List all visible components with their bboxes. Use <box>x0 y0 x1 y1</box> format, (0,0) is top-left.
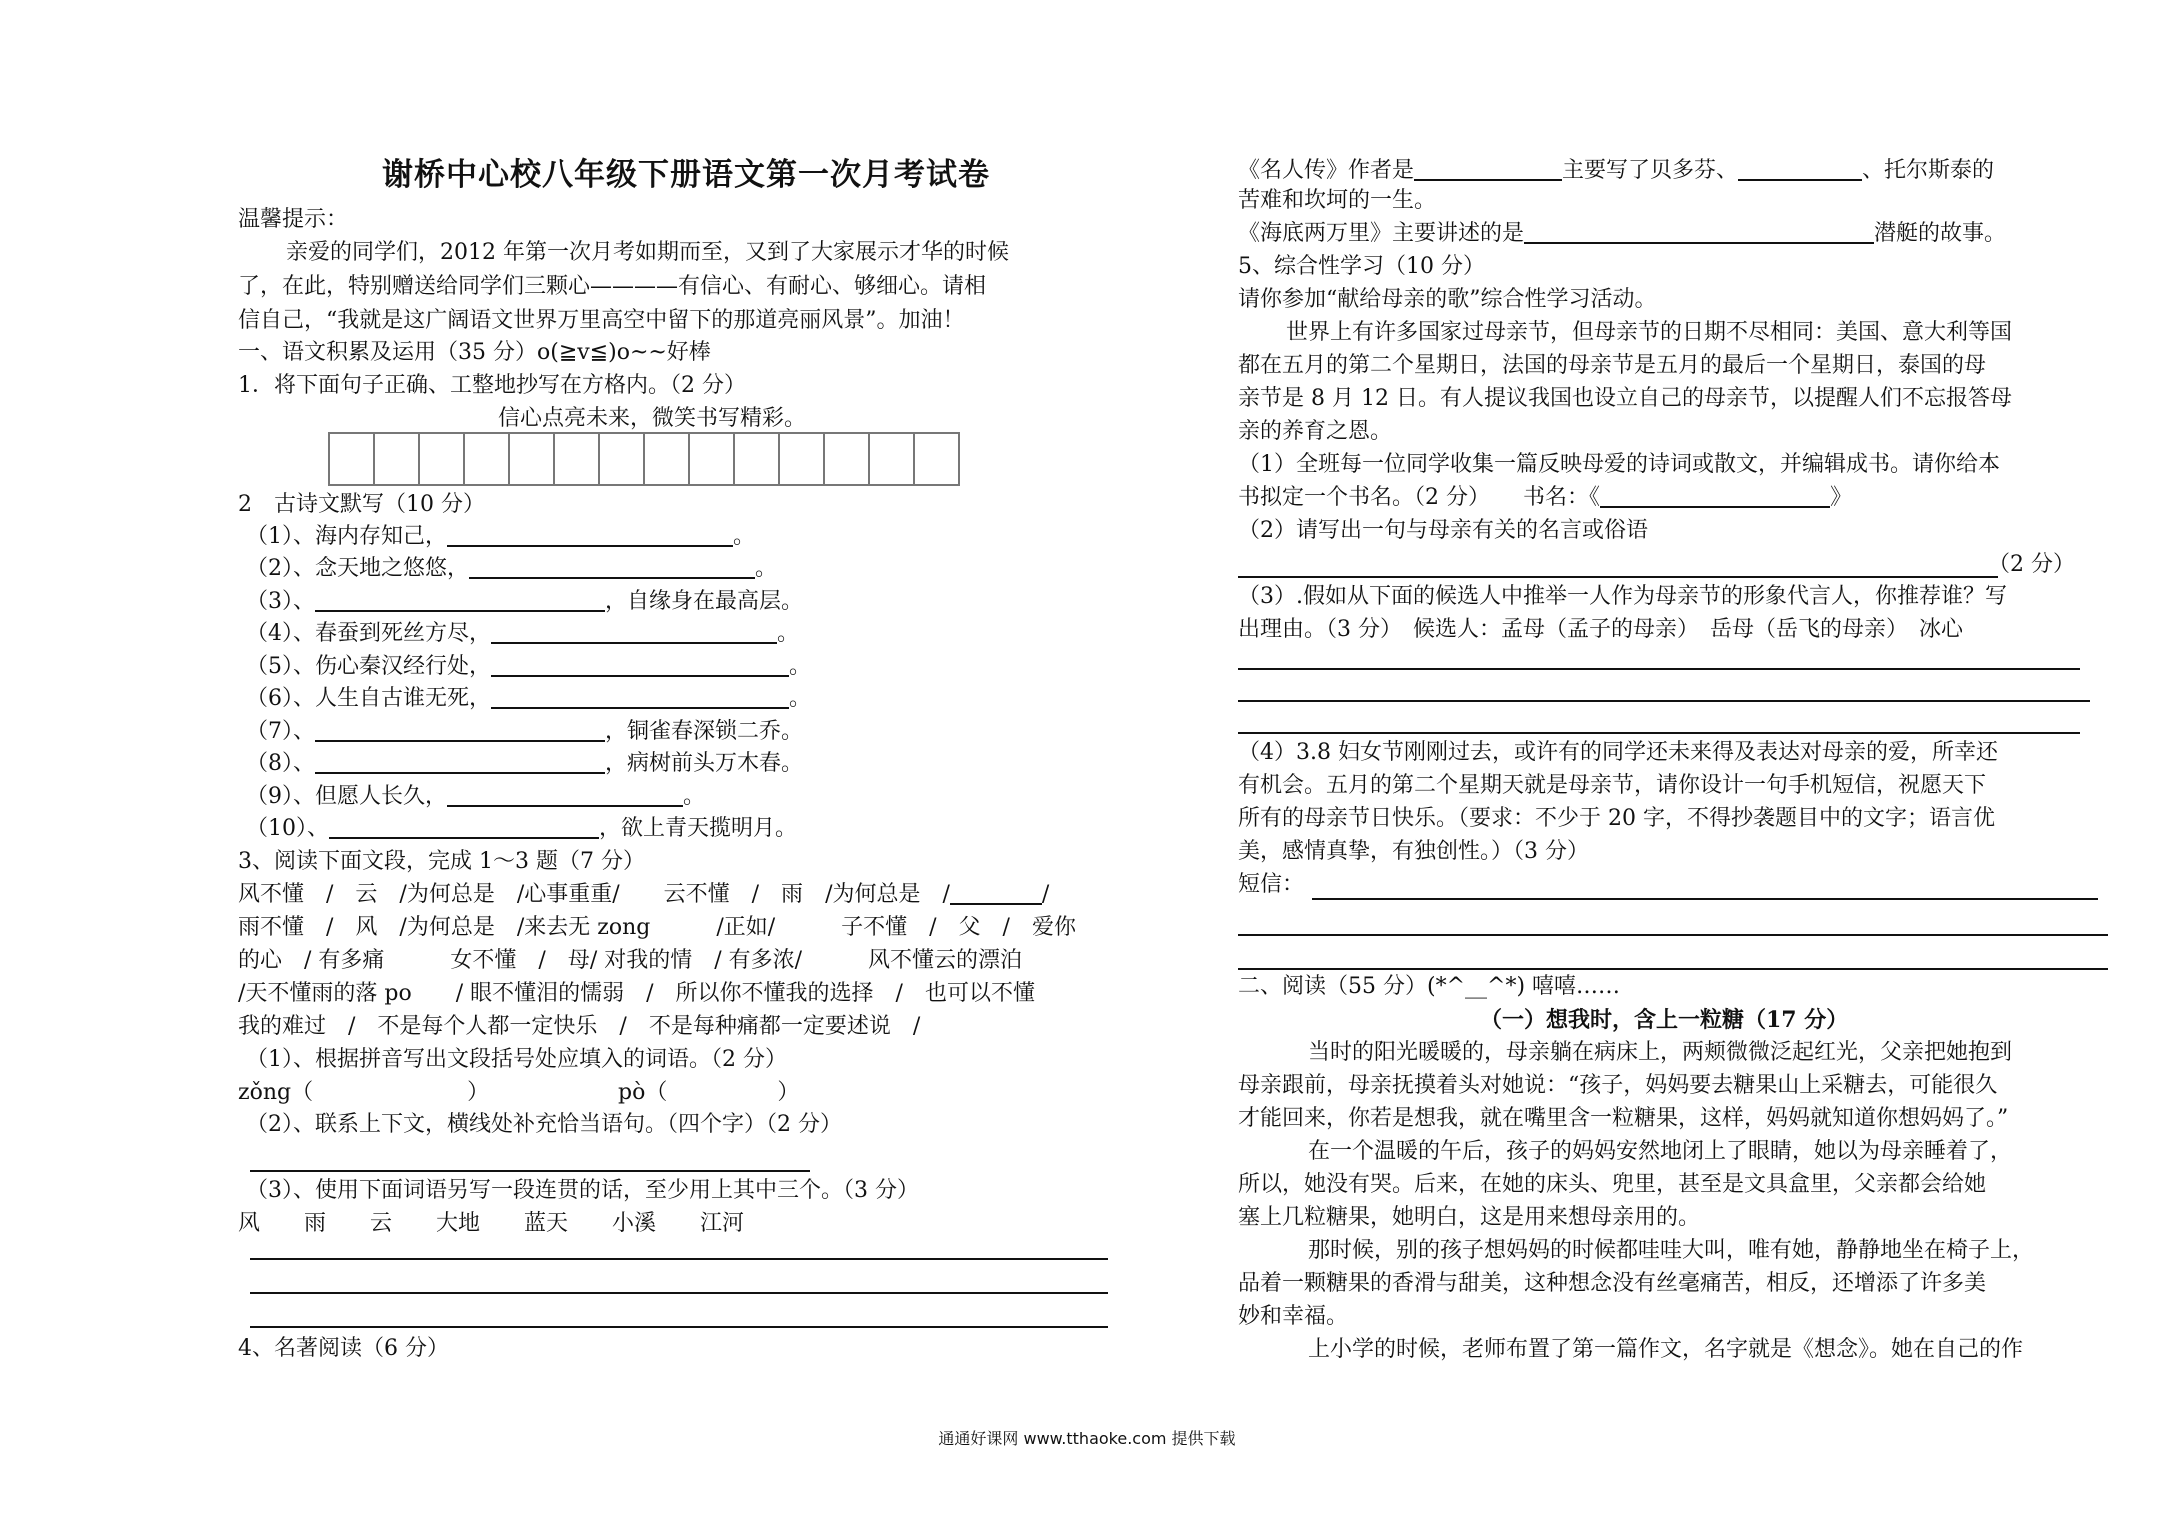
mothers-day-para-4: 亲的养育之恩。 <box>1238 419 1393 444</box>
grid-cell[interactable] <box>868 432 915 486</box>
poem-suffix: 。 <box>683 784 706 809</box>
answer-blank[interactable] <box>491 685 789 709</box>
grid-cell[interactable] <box>688 432 735 486</box>
famous-book-line-2: 苦难和坎坷的一生。 <box>1238 188 1437 213</box>
grid-cell[interactable] <box>373 432 420 486</box>
intro-line-3: 信自己，“我就是这广阔语文世界万里高空中留下的那道亮丽风景”。加油！ <box>238 308 965 333</box>
famous-book-text: 潜艇的故事。 <box>1874 221 2007 246</box>
book-name-label: 书拟定一个书名。（2 分） 书名：《 <box>1238 485 1600 510</box>
passage-line-4: /天不懂雨的落 po / 眼不懂泪的懦弱 / 所以你不懂我的选择 / 也可以不懂 <box>238 981 1035 1006</box>
tip-label: 温馨提示： <box>238 207 349 232</box>
book-name-close: 》 <box>1830 485 1853 510</box>
mothers-day-para-3: 亲节是 8 月 12 日。有人提议我国也设立自己的母亲节，以提醒人们不忘报答母 <box>1238 386 2012 411</box>
poem-prefix: （4）、春蚕到死丝方尽， <box>246 621 491 646</box>
story-line-1: 当时的阳光暖暖的，母亲躺在病床上，两颊微微泛起红光，父亲把她抱到 <box>1286 1040 2013 1065</box>
sub-question-3a: （3）.假如从下面的候选人中推举一人作为母亲节的形象代言人，你推荐谁？写 <box>1238 584 2007 609</box>
poem-prefix: （7）、 <box>246 719 315 744</box>
sub-question-4-line-3: 所有的母亲节日快乐。（要求：不少于 20 字，不得抄袭题目中的文字；语言优 <box>1238 806 1995 831</box>
question-5-intro: 请你参加“献给母亲的歌”综合性学习活动。 <box>1238 287 1657 312</box>
grid-cell[interactable] <box>553 432 600 486</box>
section-2-heading: 二、阅读（55 分）(*^__^*) 嘻嘻…… <box>1238 974 1621 999</box>
grid-cell[interactable] <box>418 432 465 486</box>
answer-blank[interactable] <box>315 718 605 742</box>
grid-cell[interactable] <box>733 432 780 486</box>
answer-line[interactable] <box>1238 968 2108 970</box>
sms-label: 短信： <box>1238 872 1305 897</box>
story-line-9: 妙和幸福。 <box>1238 1304 1349 1329</box>
answer-blank[interactable] <box>491 620 777 644</box>
famous-book-line-1 <box>1238 156 1994 186</box>
passage-text: 风不懂 / 云 /为何总是 /心事重重/ 云不懂 / 雨 /为何总是 / <box>238 882 950 907</box>
answer-blank[interactable] <box>329 815 599 839</box>
poem-suffix: 。 <box>789 686 812 711</box>
book-name-blank[interactable] <box>1600 484 1830 508</box>
grid-cell[interactable] <box>823 432 870 486</box>
exam-title: 谢桥中心校八年级下册语文第一次月考试卷 <box>382 157 990 193</box>
answer-line[interactable] <box>250 1292 1108 1294</box>
grid-cell[interactable] <box>328 432 375 486</box>
grid-cell[interactable] <box>463 432 510 486</box>
poem-suffix: 。 <box>777 621 800 646</box>
story-line-10: 上小学的时候，老师布置了第一篇作文，名字就是《想念》。她在自己的作 <box>1286 1337 2024 1362</box>
poem-prefix: （1）、海内存知己， <box>246 524 447 549</box>
poem-line-8 <box>246 749 803 779</box>
poem-prefix: （2）、念天地之悠悠， <box>246 556 469 581</box>
question-3-3: （3）、使用下面词语另写一段连贯的话，至少用上其中三个。（3 分） <box>246 1178 919 1203</box>
pinyin-po[interactable]: pò（ ） <box>618 1080 800 1105</box>
sub-question-4-line-1: （4）3.8 妇女节刚刚过去，或许有的同学还未来得及表达对母亲的爱，所幸还 <box>1238 740 1998 765</box>
passage-line-1 <box>238 880 1049 910</box>
poem-suffix: ，病树前头万木春。 <box>605 751 804 776</box>
question-1: 1．将下面句子正确、工整地抄写在方格内。（2 分） <box>238 373 746 398</box>
sub-question-4-line-4: 美，感情真挚，有独创性。）（3 分） <box>1238 839 1589 864</box>
sub-question-1b <box>1238 483 1852 513</box>
answer-line[interactable] <box>1238 700 2090 702</box>
answer-line[interactable] <box>1238 668 2080 670</box>
grid-cell[interactable] <box>643 432 690 486</box>
story-line-5: 所以，她没有哭。后来，在她的床头、兜里，甚至是文具盒里，父亲都会给她 <box>1238 1172 1987 1197</box>
answer-blank[interactable] <box>469 555 755 579</box>
famous-book-text: 《海底两万里》主要讲述的是 <box>1238 221 1525 246</box>
sub-question-4-line-2: 有机会。五月的第二个星期天就是母亲节，请你设计一句手机短信，祝愿天下 <box>1238 773 1987 798</box>
story-line-6: 塞上几粒糖果，她明白，这是用来想母亲用的。 <box>1238 1205 1701 1230</box>
poem-line-5 <box>246 652 811 682</box>
famous-book-text: 主要写了贝多芬、 <box>1562 158 1739 183</box>
intro-line-1: 亲爱的同学们，2012 年第一次月考如期而至，又到了大家展示才华的时候 <box>286 240 1009 265</box>
question-3-1: （1）、根据拼音写出文段括号处应填入的词语。（2 分） <box>246 1047 787 1072</box>
passage-line-3: 的心 / 有多痛 女不懂 / 母/ 对我的情 / 有多浓/ 风不懂云的漂泊 <box>238 948 1023 973</box>
story-line-3: 才能回来，你若是想我，就在嘴里含一粒糖果，这样，妈妈就知道你想妈妈了。” <box>1238 1106 2009 1131</box>
poem-prefix: （9）、但愿人长久， <box>246 784 447 809</box>
story-line-4: 在一个温暖的午后，孩子的妈妈安然地闭上了眼睛，她以为母亲睡着了， <box>1286 1139 2013 1164</box>
answer-line[interactable] <box>1238 576 1998 578</box>
story-line-2: 母亲跟前，母亲抚摸着头对她说：“孩子，妈妈要去糖果山上采糖去，可能很久 <box>1238 1073 1998 1098</box>
answer-line[interactable] <box>1238 934 2108 936</box>
poem-suffix: 。 <box>733 524 756 549</box>
sub-question-2-score: （2 分） <box>1988 552 2075 577</box>
poem-suffix: ，铜雀春深锁二乔。 <box>605 719 804 744</box>
answer-blank[interactable] <box>1524 220 1874 244</box>
answer-blank[interactable] <box>1738 157 1862 181</box>
answer-blank[interactable] <box>1414 157 1562 181</box>
answer-blank[interactable] <box>950 881 1042 905</box>
mothers-day-para-1: 世界上有许多国家过母亲节，但母亲节的日期不尽相同：美国、意大利等国 <box>1286 320 2013 345</box>
poem-line-4 <box>246 619 799 649</box>
poem-line-3 <box>246 587 803 617</box>
answer-blank[interactable] <box>447 783 683 807</box>
sub-question-1a: （1）全班每一位同学收集一篇反映母爱的诗词或散文，并编辑成书。请你给本 <box>1238 452 2000 477</box>
copy-sentence: 信心点亮未来，微笑书写精彩。 <box>498 406 807 431</box>
answer-line[interactable] <box>250 1170 810 1172</box>
poem-line-1 <box>246 522 755 552</box>
poem-suffix: ，欲上青天揽明月。 <box>599 816 798 841</box>
mothers-day-para-2: 都在五月的第二个星期日，法国的母亲节是五月的最后一个星期日，泰国的母 <box>1238 353 1987 378</box>
reading-title: （一）想我时，含上一粒糖（17 分） <box>1480 1007 1849 1033</box>
grid-cell[interactable] <box>508 432 555 486</box>
answer-line[interactable] <box>250 1326 1108 1328</box>
poem-line-9 <box>246 782 705 812</box>
grid-cell[interactable] <box>913 432 960 486</box>
poem-prefix: （8）、 <box>246 751 315 776</box>
sms-answer-line[interactable] <box>1312 898 2098 900</box>
grid-cell[interactable] <box>778 432 825 486</box>
copy-grid[interactable] <box>328 432 958 486</box>
page-footer: 通通好课网 www.tthaoke.com 提供下载 <box>938 1429 1236 1448</box>
poem-line-7 <box>246 717 803 747</box>
section-1-heading: 一、语文积累及运用（35 分）o(≧v≦)o~~好棒 <box>238 340 711 365</box>
poem-prefix: （10）、 <box>246 816 329 841</box>
answer-blank[interactable] <box>491 653 789 677</box>
sub-question-2: （2）请写出一句与母亲有关的名言或俗语 <box>1238 518 1648 543</box>
poem-prefix: （5）、伤心秦汉经行处， <box>246 654 491 679</box>
passage-line-5: 我的难过 / 不是每个人都一定快乐 / 不是每种痛都一定要述说 / <box>238 1014 921 1039</box>
pinyin-zong[interactable]: zǒng（ ） <box>238 1080 490 1105</box>
poem-suffix: 。 <box>755 556 778 581</box>
question-3: 3、阅读下面文段，完成 1～3 题（7 分） <box>238 849 645 874</box>
answer-blank[interactable] <box>315 588 605 612</box>
intro-line-2: 了，在此，特别赠送给同学们三颗心————有信心、有耐心、够细心。请相 <box>238 274 987 299</box>
poem-prefix: （6）、人生自古谁无死， <box>246 686 491 711</box>
answer-blank[interactable] <box>447 523 733 547</box>
passage-line-2: 雨不懂 / 风 /为何总是 /来去无 zong /正如/ 子不懂 / 父 / 爱你 <box>238 915 1076 940</box>
grid-cell[interactable] <box>598 432 645 486</box>
poem-line-10 <box>246 814 797 844</box>
answer-line[interactable] <box>1238 732 2080 734</box>
story-line-8: 品着一颗糖果的香滑与甜美，这种想念没有丝毫痛苦，相反，还增添了许多美 <box>1238 1271 1987 1296</box>
poem-suffix: ，自缘身在最高层。 <box>605 589 804 614</box>
story-line-7: 那时候，别的孩子想妈妈的时候都哇哇大叫，唯有她，静静地坐在椅子上， <box>1286 1238 2035 1263</box>
word-list: 风 雨 云 大地 蓝天 小溪 江河 <box>238 1211 745 1236</box>
famous-book-line-3 <box>1238 219 2006 249</box>
passage-end: / <box>1041 882 1050 907</box>
famous-book-text: 《名人传》作者是 <box>1238 158 1415 183</box>
famous-book-text: 、托尔斯泰的 <box>1862 158 1995 183</box>
question-5: 5、综合性学习（10 分） <box>1238 254 1485 279</box>
poem-line-2 <box>246 554 777 584</box>
question-4: 4、名著阅读（6 分） <box>238 1336 449 1361</box>
question-3-2: （2）、联系上下文，横线处补充恰当语句。（四个字）（2 分） <box>246 1112 842 1137</box>
poem-prefix: （3）、 <box>246 589 315 614</box>
question-2: 2 古诗文默写（10 分） <box>238 492 485 517</box>
answer-line[interactable] <box>250 1258 1108 1260</box>
answer-blank[interactable] <box>315 750 605 774</box>
poem-line-6 <box>246 684 811 714</box>
poem-suffix: 。 <box>789 654 812 679</box>
sub-question-3b: 出理由。（3 分） 候选人：孟母（孟子的母亲） 岳母（岳飞的母亲） 冰心 <box>1238 617 1963 642</box>
